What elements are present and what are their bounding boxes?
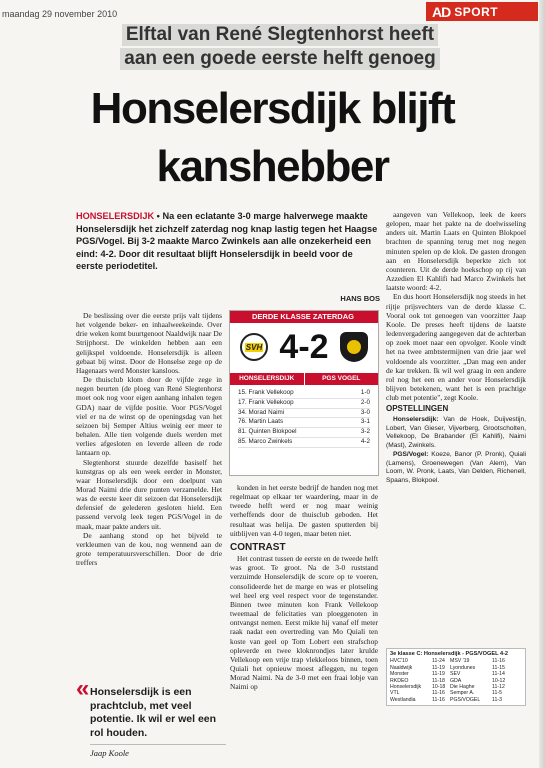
headline-line: Honselersdijk blijft <box>90 84 455 133</box>
kicker-line: Elftal van René Slegtenhorst heeft <box>122 24 438 46</box>
lineups-title: OPSTELLINGEN <box>386 404 449 414</box>
final-score: 4-2 <box>279 328 329 366</box>
article-column-2 <box>230 483 378 691</box>
paragraph: De beslissing over die eerste prijs valt tijdens het volgende beker- en inhaalweekeinde. Over drie weken komt buurtgenoot Naaldwijk naar De Strijphorst. De winkelden hebben aan een gelijkspel voldoende. Honselersdijk is alleen gebaat bij winst. Door de Honselse zege op de Hagenaars werd Monster kansloos. <box>76 311 222 375</box>
kicker-line: aan een goede eerste helft genoeg <box>120 48 439 70</box>
brand-bar <box>426 2 538 21</box>
goal-row: 76. Martin Laats 3-1 <box>238 418 370 428</box>
away-lineup: PGS/Vogel: Koeze, Banor (P. Pronk), Quiali (Lamens), Groenewegen (Van Alem), Van Loom, W. Pronk, Laats, Van Delden, Richenell, Spaans, Blokpoel. <box>386 450 526 484</box>
goal-list <box>230 385 378 448</box>
standings-table <box>386 648 526 706</box>
pgs-vogel-crest-icon <box>340 332 368 362</box>
svh-crest-icon <box>240 333 268 361</box>
paragraph: De aanhang stond op het bijveld te verkleumen van de kou, nog wennend aan de grote temperatuursverschillen. Door de drie treffers <box>76 530 222 568</box>
intro <box>76 210 380 273</box>
byline: HANS BOS <box>340 294 380 303</box>
pull-quote <box>76 675 226 761</box>
paragraph: De thuisclub klom door de vijfde zege in negen beurten (de ploeg van René Slegtenhorst moet ook nog voor eigen aanhang inhalen tegen GDA) naar de vijfde positie. Voor PGS/Vogel viel er na de winst op de openingsdag van het seizoen bij Semper Altius weinig eer meer te behalen. Alle tien volgende duels werden met verlies afgesloten en leverde alleen de rode lantaarn op. <box>76 375 222 458</box>
home-lineup: Honselersdijk: Van de Hoek, Duijvestijn, Lobert, Van Gieser, Vijverberg, Grootscholten, Vellekoop, De Brabander (El Kahlifi), Naimi (Mast), Zwinkels. <box>386 415 526 450</box>
home-badge-text: SVH <box>245 342 263 352</box>
paragraph: Slegtenhorst stuurde dezelfde basiself het kunstgras op als een week eerder in Monster, waar Honselersdijk door een doelpunt van Morad Naimi drie dure punten verzamelde. Het was de eerste keer dit seizoen dat Honselersdijk defensief de gelederen gesloten hield. Een passend vervolg leek tegen PGS/Vogel in de maak, maar pakte anders uit. <box>76 457 222 531</box>
quote-mark-icon: « <box>76 675 90 702</box>
ad-logo-icon: AD <box>432 3 451 20</box>
scorebox <box>229 310 379 476</box>
paragraph: Het contrast tussen de eerste en de tweede helft was groot. Te groot. Na de 3-0 ruststand verzuimde Honselersdijk de score op te voeren, consolideerde het de marge en was er plotseling wel heel erg veel respect voor de tegenstander. Binnen twee minuten kon Frank Vellekoop tweemaal de felicitaties van ploeggenoten in ontvangst nemen. Eerst mikte hij vanaf elf meter raak nadat een overtreding van Mo Quiali ten koste van geel op Tom Lobert een strafschop opleverde en twee kloknrondjes later krulde Vellekoop een vrije trap vlekkeloos binnen, toen Quiali het opnieuw moest afleggen, nu tegen Morad Naimi. Na de 3-0 met een fraai lobje van Naimi op <box>230 554 378 692</box>
paragraph: konden in het eerste bedrijf de handen nog met regelmaat op elkaar ter waardering, maar in de tweede helft werd er nog maar weinig verheffends door de thuisclub geboden. Het resultaat was helija. De gasten sputterden bij uitblijven van 4-0 tegen, maar beten niet. <box>230 483 378 538</box>
subhead: CONTRAST <box>230 541 286 553</box>
standings-grid: HVC'10 11-24 MSV '19 11-16 Naaldwijk 11-19 Lyondunes 11-15 Monster 11-19 SEV 11-14 RKDEO 11-18 GDA 10-12 Honselersdijk 10-18 Die Haghe 11-12 VTL 11-16 Semper A. 11-5 Westlandia 11-16 PGS/VOGEL 11-3 <box>390 658 506 703</box>
publication-date: maandag 29 november 2010 <box>2 9 118 19</box>
scan-edge <box>539 0 545 768</box>
goal-row: 34. Morad Naimi 3-0 <box>238 409 370 419</box>
goal-row: 15. Frank Vellekoop 1-0 <box>238 389 370 399</box>
goal-row: 17. Frank Vellekoop 2-0 <box>238 399 370 409</box>
quote-text: Honselersdijk is een prachtclub, met veel potentie. Ik wil er wel een rol houden. <box>90 686 217 739</box>
scorebox-header: DERDE KLASSE ZATERDAG <box>230 311 378 323</box>
masthead <box>0 0 545 22</box>
lineups <box>386 405 526 485</box>
goal-row: 81. Quinten Blokpoel 3-2 <box>238 428 370 438</box>
section-title: SPORT <box>454 4 499 19</box>
article-column-3 <box>386 210 526 486</box>
headline-line: kanshebber <box>156 142 389 191</box>
paragraph: aangeven van Vellekoop, leek de keers gelopen, maar het pakte na de doelwisseling anders uit. Martin Laats en Quinten Blokpoel brachten de spanning terug met nog negen minuten spelen op de klok. De gasten drongen aan en Honselersdijk beperkte zich tot counteren. Uit de derde hoekschop op rij van Azzedien El Kahlifi had Marco Zwinkels het laatste woord: 4-2. <box>386 210 526 293</box>
standings-title: 3e klasse C: Honselersdijk - PGS/VOGEL 4-2 <box>390 651 509 657</box>
home-team: HONSELERSDIJK <box>230 373 304 385</box>
kicker <box>60 24 500 72</box>
away-team: PGS VOGEL <box>305 373 379 385</box>
intro-text: • Na een eclatante 3-0 marge halverwege maakte Honselersdijk het zichzelf zaterdag nog knap lastig tegen het Haagse PGS/Vogel. Bij 3-2 maakte Marco Zwinkels aan alle onzekerheid een eind: 4-2. Door dit resultaat blijft Honselersdijk in beeld voor de eerste periodetitel. <box>76 211 378 271</box>
article-column-1 <box>76 311 222 567</box>
quote-source: Jaap Koole <box>90 744 226 761</box>
scorebox-teams <box>230 373 378 385</box>
dateline-place: HONSELERSDIJK <box>76 211 155 221</box>
paragraph: En dus hoort Honselersdijk nog steeds in het rijtje prijsvechters van de derde klasse C. Vooral ook tot genoegen van voorzitter Jaap Koole. De preses heeft tijdens de laatste ledenvergadering aangegeven dat de achterban op zoek moet naar een opvolger. Koole vindt het na twee ambtstermijnen van drie jaar wel voldoende als voorzitter. „Dan mag een ander de kar trekken. Ik wil wel graag in een andere rol nog het een en ander voor Honselersdijk blijven betekenen, want het is een prachtige club met potentie", zegt Koole. <box>386 292 526 403</box>
goal-row: 85. Marco Zwinkels 4-2 <box>238 438 370 448</box>
headline <box>20 80 525 196</box>
scorebox-score-row <box>230 323 378 373</box>
